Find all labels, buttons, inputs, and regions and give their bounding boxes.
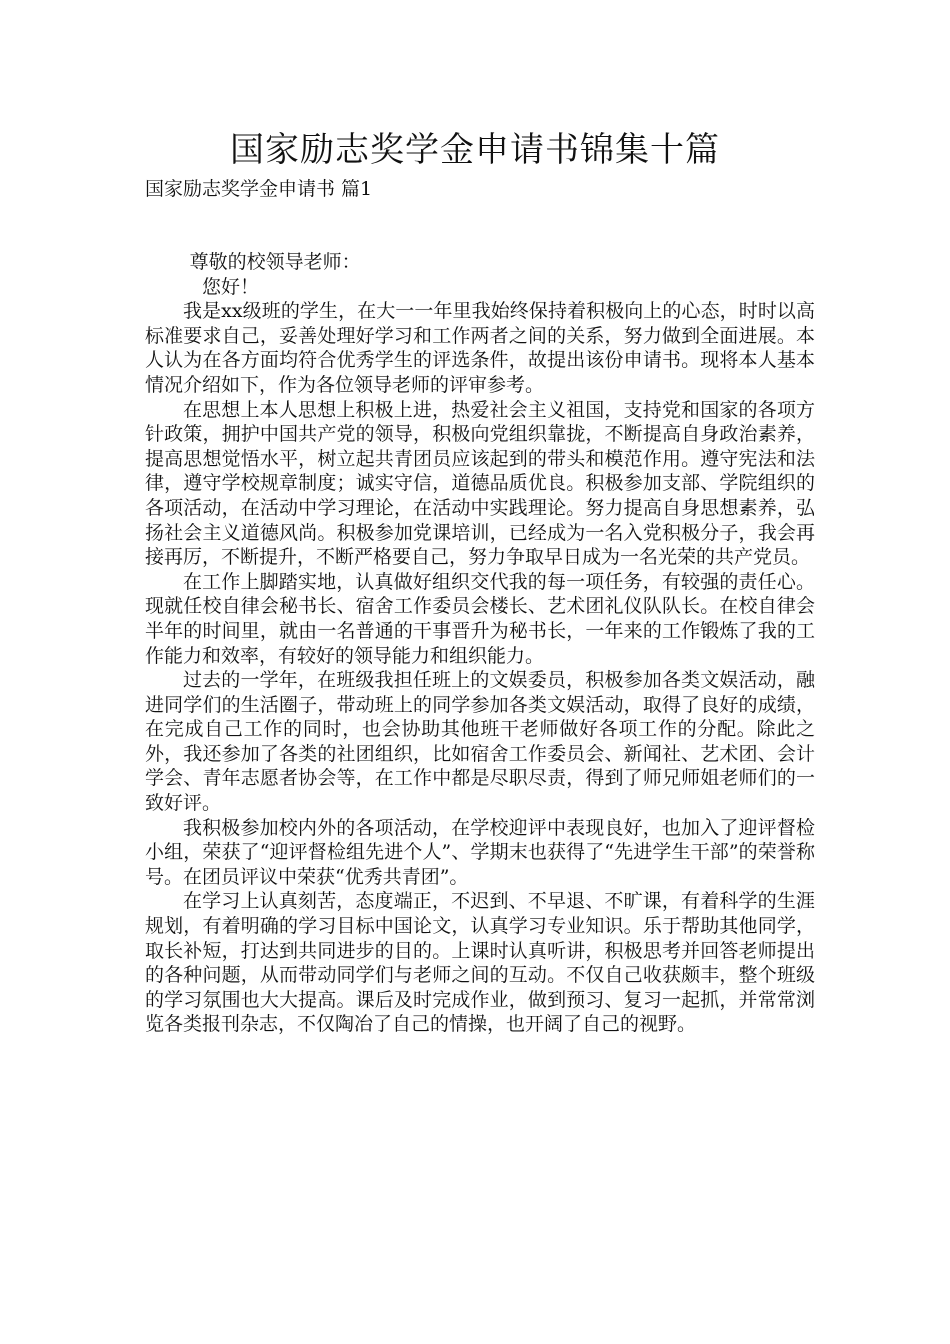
letter-salutation: 尊敬的校领导老师：	[189, 251, 361, 273]
paragraph-work: 在工作上脚踏实地，认真做好组织交代我的每一项任务，有较强的责任心。现就任校自律会秘书长、宿舍工作委员会楼长、艺术团礼仪队队长。在校自律会半年的时间里，就由一名普通的干事晋升为秘书长，一年来的工作锻炼了我的工作能力和效率，有较好的领导能力和组织能力。	[145, 570, 815, 667]
paragraph-ideology: 在思想上本人思想上积极上进，热爱社会主义祖国，支持党和国家的各项方针政策，拥护中国共产党的领导，积极向党组织靠拢，不断提高自身政治素养，提高思想觉悟水平，树立起共青团员应该起到的带头和模范作用。遵守宪法和法律，遵守学校规章制度；诚实守信，道德品质优良。积极参加支部、学院组织的各项活动，在活动中学习理论，在活动中实践理论。努力提高自身思想素养，弘扬社会主义道德风尚。积极参加党课培训，已经成为一名入党积极分子，我会再接再厉，不断提升，不断严格要自己，努力争取早日成为一名光荣的共产党员。	[145, 398, 815, 569]
document-title: 国家励志奖学金申请书锦集十篇	[230, 130, 720, 170]
section-subtitle: 国家励志奖学金申请书 篇1	[145, 178, 373, 200]
letter-greeting: 您好！	[202, 275, 260, 298]
paragraph-class-duties: 过去的一学年，在班级我担任班上的文娱委员，积极参加各类文娱活动，融进同学们的生活圈子，带动班上的同学参加各类文娱活动，取得了良好的成绩，在完成自己工作的同时，也会协助其他班干老师做好各项工作的分配。除此之外，我还参加了各类的社团组织，比如宿舍工作委员会、新闻社、艺术团、会计学会、青年志愿者协会等，在工作中都是尽职尽责，得到了师兄师姐老师们的一致好评。	[145, 669, 815, 815]
paragraph-introduction: 我是xx级班的学生，在大一一年里我始终保持着积极向上的心态，时时以高标准要求自己，妥善处理好学习和工作两者之间的关系，努力做到全面进展。本人认为在各方面均符合优秀学生的评选条件，故提出该份申请书。现将本人基本情况介绍如下，作为各位领导老师的评审参考。	[145, 300, 815, 396]
letter-body	[145, 250, 815, 1037]
paragraph-activities: 我积极参加校内外的各项活动，在学校迎评中表现良好，也加入了迎评督检小组，荣获了“迎评督检组先进个人”、学期末也获得了“先进学生干部”的荣誉称号。在团员评议中荣获“优秀共青团”。	[145, 816, 815, 888]
paragraph-study: 在学习上认真刻苦，态度端正，不迟到、不早退、不旷课，有着科学的生涯规划，有着明确的学习目标中国论文，认真学习专业知识。乐于帮助其他同学，取长补短，打达到共同进步的目的。上课时认真听讲，积极思考并回答老师提出的各种问题，从而带动同学们与老师之间的互动。不仅自己收获颇丰，整个班级的学习氛围也大大提高。课后及时完成作业，做到预习、复习一起抓，并常常浏览各类报刊杂志，不仅陶冶了自己的情操，也开阔了自己的视野。	[145, 890, 815, 1036]
